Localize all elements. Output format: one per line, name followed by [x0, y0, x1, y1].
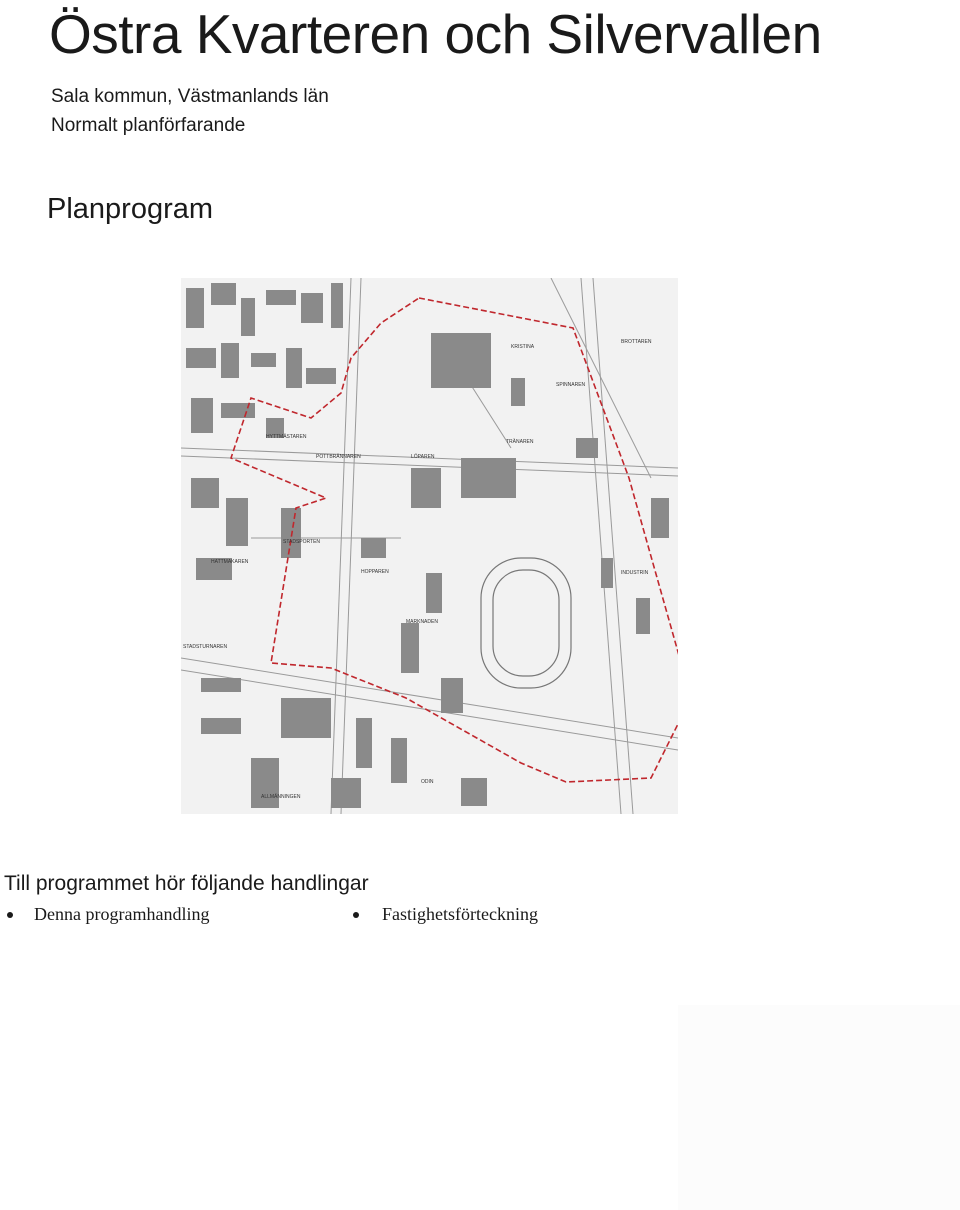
map-label: BROTTAREN: [621, 339, 652, 345]
plan-area-map: [181, 278, 678, 814]
document-type-heading: Planprogram: [47, 193, 214, 225]
document-item: Denna programhandling: [34, 904, 210, 924]
map-label: ODIN: [421, 779, 434, 785]
documents-heading: Till programmet hör följande handlingar: [4, 872, 369, 895]
map-label: SPINNAREN: [556, 382, 586, 388]
map-label: TRÄNAREN: [506, 439, 534, 445]
map-label: POTTBRÄNNAREN: [316, 454, 361, 460]
bullet-icon: [353, 912, 359, 918]
map-label: HYTTMÄSTAREN: [266, 434, 307, 440]
map-label: LÖPAREN: [411, 454, 435, 460]
map-label: HATTMAKAREN: [211, 559, 249, 565]
map-label: MARKNADEN: [406, 619, 438, 625]
map-label: ALLMÄNNINGEN: [261, 794, 301, 800]
procedure-line: Normalt planförfarande: [51, 115, 246, 136]
map-label: HOPPAREN: [361, 569, 389, 575]
municipality-line: Sala kommun, Västmanlands län: [51, 86, 329, 107]
bullet-icon: [7, 912, 13, 918]
map-label: KRISTINA: [511, 344, 535, 350]
document-item: Fastighetsförteckning: [382, 904, 538, 924]
document-title: Östra Kvarteren och Silvervallen: [49, 3, 822, 65]
map-label: INDUSTRIN: [621, 570, 649, 576]
map-label: STADSPORTEN: [283, 539, 321, 545]
map-label: STADSTURNAREN: [183, 644, 228, 650]
background-area: [678, 1005, 960, 1210]
